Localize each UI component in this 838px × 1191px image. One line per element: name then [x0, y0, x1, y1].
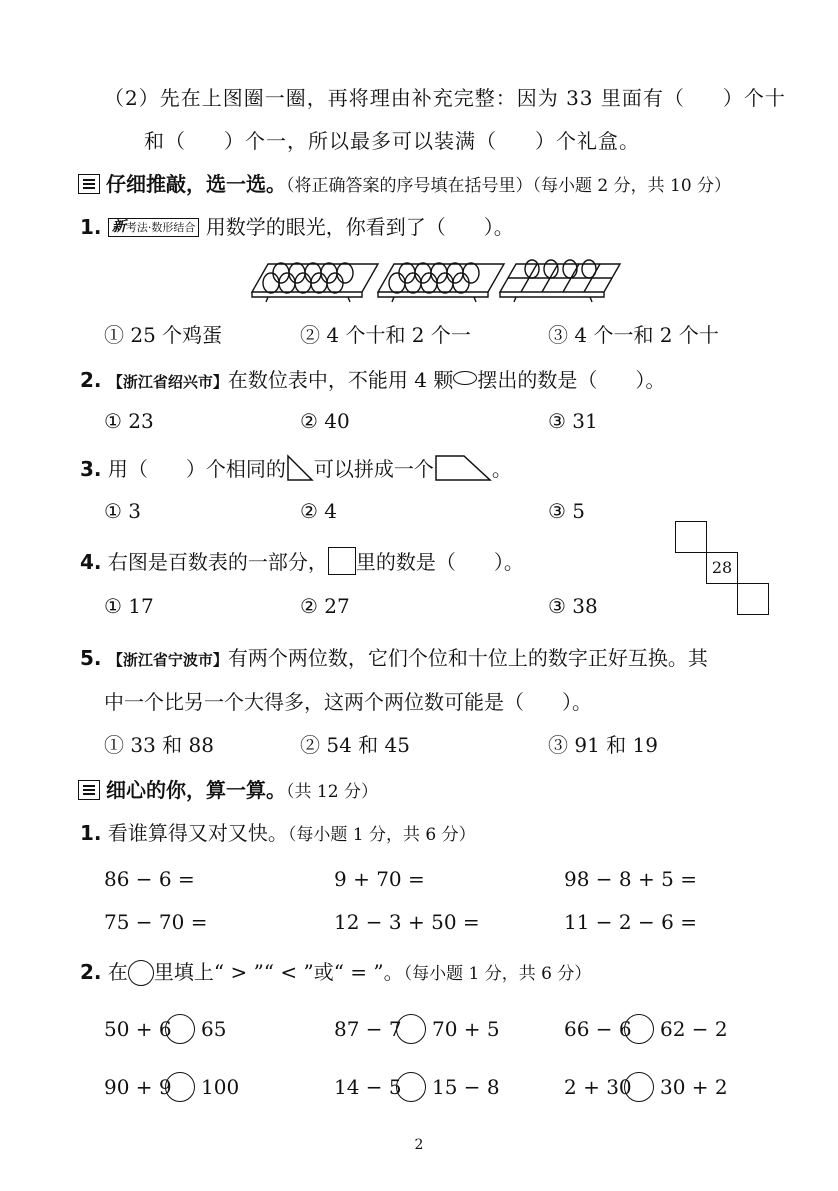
compare-circle[interactable]: [624, 1072, 654, 1102]
calc1-number: 1.: [80, 821, 102, 845]
calc1-stem: [80, 819, 476, 849]
intro-text-2c: ）个礼盒。: [535, 129, 640, 153]
q3-text-c: 可以拼成一个: [313, 457, 434, 481]
compare-right: 62 − 2: [660, 1017, 728, 1041]
intro-text-2b: ）个一，所以最多可以装满（: [224, 129, 497, 153]
square-box-icon: [328, 547, 356, 575]
q1-option-3[interactable]: ③ 4 个一和 2 个十: [548, 323, 719, 347]
compare-circle[interactable]: [396, 1014, 426, 1044]
q3-number: 3.: [80, 457, 102, 481]
compare-right: 15 − 8: [432, 1075, 500, 1099]
compare-circle[interactable]: [396, 1072, 426, 1102]
q5-stem-2: [104, 688, 592, 716]
q2-option-1[interactable]: ① 23: [104, 409, 154, 433]
q4-stem: [80, 547, 524, 576]
right-triangle-icon: [286, 454, 314, 482]
q3-option-1[interactable]: ① 3: [104, 499, 142, 523]
section-number-icon: [78, 780, 100, 800]
hundred-chart-cell-empty: [675, 521, 707, 553]
compare-right: 70 + 5: [432, 1017, 500, 1041]
calc1-item[interactable]: 86 − 6 =: [104, 867, 195, 891]
calc2-stem: [80, 958, 591, 988]
calc1-item[interactable]: 75 − 70 =: [104, 910, 208, 934]
compare-left: 87 − 7: [334, 1017, 402, 1041]
circle-icon: [128, 960, 154, 986]
compare-left: 14 − 5: [334, 1075, 402, 1099]
q5-source: 【浙江省宁波市】: [107, 651, 228, 669]
q1-tag-xin: 新: [111, 219, 126, 235]
compare-left: 50 + 6: [104, 1017, 172, 1041]
section3-note: （共 12 分）: [286, 782, 378, 802]
q3-text-b: ）个相同的: [185, 457, 286, 481]
compare-circle[interactable]: [624, 1014, 654, 1044]
q2-option-3[interactable]: ③ 31: [548, 409, 598, 433]
hundred-chart-cell-empty: [737, 583, 769, 615]
q4-option-1[interactable]: ① 17: [104, 594, 154, 618]
intro-line-1: [104, 84, 786, 112]
compare-right: 65: [201, 1017, 227, 1041]
calc2-note: （每小题 1 分，共 6 分）: [403, 964, 592, 984]
q5-option-3[interactable]: ③ 91 和 19: [548, 733, 658, 757]
q4-text-b: 里的数是（: [355, 550, 456, 574]
q5-stem-1: [80, 644, 708, 674]
page-number: 2: [414, 1137, 424, 1153]
q4-option-3[interactable]: ③ 38: [548, 594, 598, 618]
calc1-item[interactable]: 12 − 3 + 50 =: [334, 910, 480, 934]
hundred-chart-cell-28: 28: [706, 552, 738, 584]
q5-text-b: 中一个比另一个大得多，这两个两位数可能是（: [104, 690, 524, 714]
q2-stem: [80, 366, 665, 396]
compare-left: 66 − 6: [564, 1017, 632, 1041]
q3-text-a: 用（: [107, 457, 148, 481]
q1-tag: [108, 218, 200, 237]
intro-line-2: [144, 127, 640, 155]
compare-left: 2 + 30: [564, 1075, 632, 1099]
q5-option-1[interactable]: ① 33 和 88: [104, 733, 214, 757]
calc1-item[interactable]: 11 − 2 − 6 =: [564, 910, 697, 934]
q1-option-2[interactable]: ② 4 个十和 2 个一: [300, 323, 471, 347]
q1-tag-text: 考法·数形结合: [125, 221, 196, 234]
q1-option-1[interactable]: ① 25 个鸡蛋: [104, 323, 223, 347]
q3-option-3[interactable]: ③ 5: [548, 499, 586, 523]
q5-text-a: 有两个两位数，它们个位和十位上的数字正好互换。其: [227, 646, 708, 670]
q5-text-end: ）。: [562, 690, 592, 714]
q4-text-end: ）。: [493, 550, 524, 574]
compare-right: 30 + 2: [660, 1075, 728, 1099]
q5-number: 5.: [80, 646, 102, 670]
q4-option-2[interactable]: ② 27: [300, 594, 350, 618]
q1-text: 用数学的眼光，你看到了（: [205, 215, 446, 239]
bead-icon: [453, 371, 477, 385]
q1-stem: [80, 213, 514, 241]
q2-option-2[interactable]: ② 40: [300, 409, 350, 433]
compare-right: 100: [201, 1075, 240, 1099]
intro-text-1: （2）先在上图圈一圈，再将理由补充完整：因为 33 里面有（: [104, 86, 685, 110]
egg-trays-illustration: [248, 250, 624, 304]
q2-number: 2.: [80, 368, 102, 392]
q2-text-end: ）。: [635, 368, 666, 392]
q2-source: 【浙江省绍兴市】: [107, 373, 228, 391]
q3-stem: [80, 454, 512, 483]
section2-title: 仔细推敲，选一选。: [106, 172, 286, 196]
calc2-text-b: 里填上“ > ”“ < ”或“ = ”。: [153, 960, 404, 984]
q1-number: 1.: [80, 215, 102, 239]
compare-left: 90 + 9: [104, 1075, 172, 1099]
calc1-item[interactable]: 9 + 70 =: [334, 867, 425, 891]
calc2-text-a: 在: [107, 960, 128, 984]
q2-text-b: 摆出的数是（: [477, 368, 598, 392]
section3-title: 细心的你，算一算。: [106, 778, 286, 802]
q4-number: 4.: [80, 550, 102, 574]
calc2-number: 2.: [80, 960, 102, 984]
q4-text-a: 右图是百数表的一部分，: [107, 550, 328, 574]
section3-heading: [106, 776, 378, 806]
section2-note: （将正确答案的序号填在括号里）（每小题 2 分，共 10 分）: [286, 176, 732, 196]
compare-circle[interactable]: [165, 1072, 195, 1102]
q5-option-2[interactable]: ② 54 和 45: [300, 733, 410, 757]
calc1-item[interactable]: 98 − 8 + 5 =: [564, 867, 697, 891]
calc1-note: （每小题 1 分，共 6 分）: [287, 825, 476, 845]
q3-option-2[interactable]: ② 4: [300, 499, 338, 523]
q1-text-end: ）。: [483, 215, 514, 239]
intro-text-1-end: ）个十: [722, 86, 786, 110]
q3-text-end: 。: [491, 457, 512, 481]
trapezoid-icon: [434, 454, 492, 482]
section-number-icon: [78, 174, 100, 194]
section2-heading: [106, 170, 731, 200]
intro-text-2a: 和（: [144, 129, 186, 153]
q2-text-a: 在数位表中，不能用 4 颗: [227, 368, 454, 392]
calc1-title: 看谁算得又对又快。: [107, 821, 288, 845]
compare-circle[interactable]: [165, 1014, 195, 1044]
